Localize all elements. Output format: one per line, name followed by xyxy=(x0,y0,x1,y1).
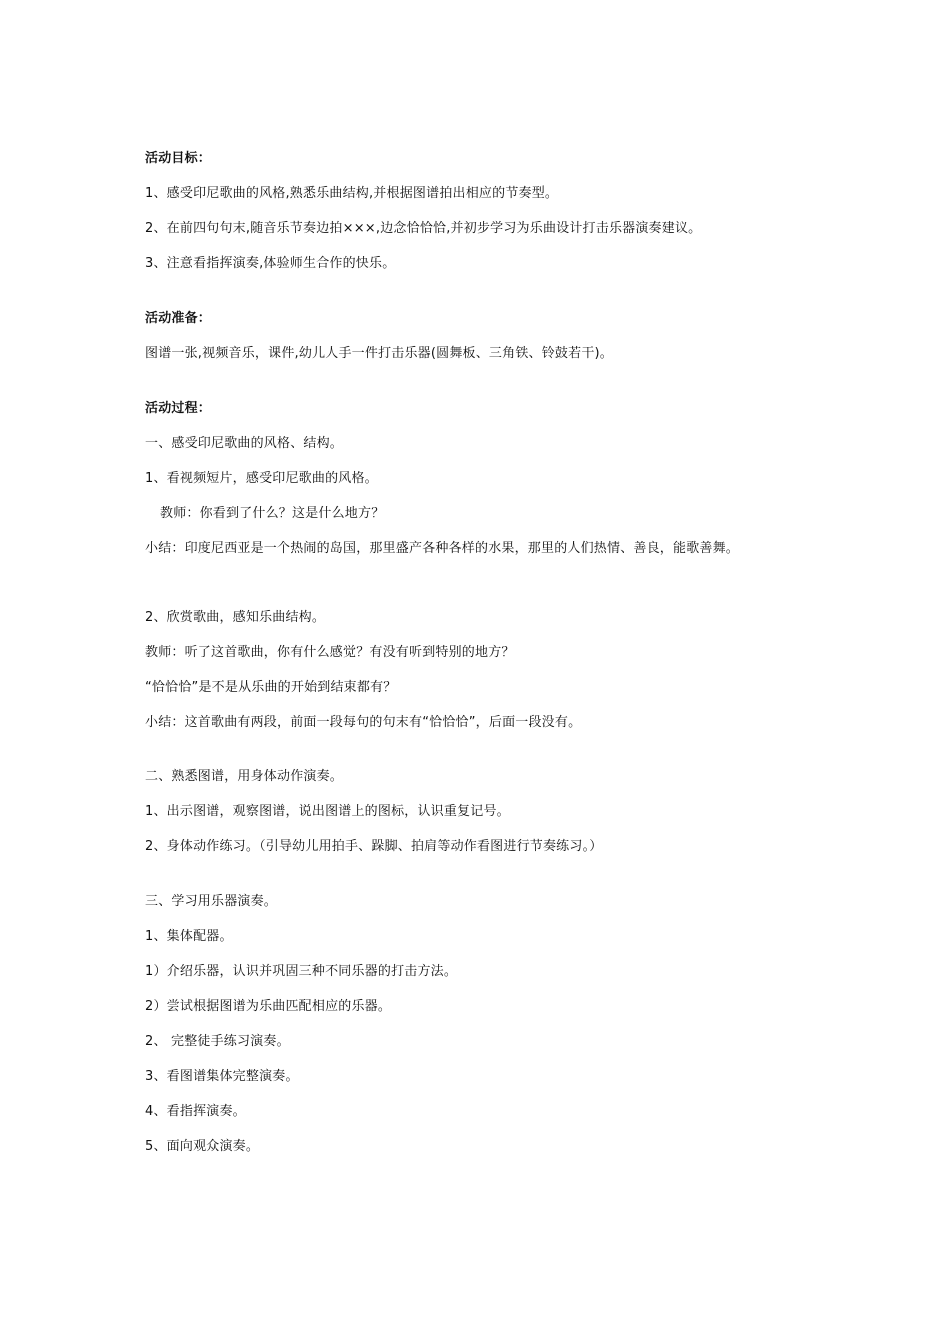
process-line-12: 三、学习用乐器演奏。 xyxy=(145,894,278,909)
process-line-16: 2、 完整徒手练习演奏。 xyxy=(145,1034,290,1049)
process-line-19: 5、面向观众演奏。 xyxy=(145,1139,260,1154)
preparation-heading: 活动准备： xyxy=(145,311,212,326)
goals-heading: 活动目标： xyxy=(145,151,212,166)
process-line-15: 2）尝试根据图谱为乐曲匹配相应的乐器。 xyxy=(145,999,392,1014)
preparation-text: 图谱一张,视频音乐，课件,幼儿人手一件打击乐器(圆舞板、三角铁、铃鼓若干)。 xyxy=(145,346,614,361)
process-line-7: “恰恰恰”是不是从乐曲的开始到结束都有？ xyxy=(145,680,397,695)
goal-item-2: 2、在前四句句末,随音乐节奏边拍×××,边念恰恰恰,并初步学习为乐曲设计打击乐器演奏建议。 xyxy=(145,221,702,236)
process-line-4: 小结：印度尼西亚是一个热闹的岛国，那里盛产各种各样的水果，那里的人们热情、善良，能歌善舞。 xyxy=(145,541,740,556)
process-line-3: 教师：你看到了什么？这是什么地方？ xyxy=(160,506,385,521)
process-line-6: 教师：听了这首歌曲，你有什么感觉？有没有听到特别的地方？ xyxy=(145,645,515,660)
process-line-2: 1、看视频短片，感受印尼歌曲的风格。 xyxy=(145,471,378,486)
goal-item-1: 1、感受印尼歌曲的风格,熟悉乐曲结构,并根据图谱拍出相应的节奏型。 xyxy=(145,186,559,201)
process-line-8: 小结：这首歌曲有两段，前面一段每句的句末有“恰恰恰”，后面一段没有。 xyxy=(145,715,582,730)
process-line-14: 1）介绍乐器，认识并巩固三种不同乐器的打击方法。 xyxy=(145,964,458,979)
process-line-9: 二、熟悉图谱，用身体动作演奏。 xyxy=(145,769,344,784)
process-line-1: 一、感受印尼歌曲的风格、结构。 xyxy=(145,436,344,451)
process-line-11: 2、身体动作练习。（引导幼儿用拍手、跺脚、拍肩等动作看图进行节奏练习。） xyxy=(145,839,603,854)
process-line-17: 3、看图谱集体完整演奏。 xyxy=(145,1069,299,1084)
goal-item-3: 3、注意看指挥演奏,体验师生合作的快乐。 xyxy=(145,256,396,271)
process-heading: 活动过程： xyxy=(145,401,212,416)
process-line-5: 2、欣赏歌曲，感知乐曲结构。 xyxy=(145,610,326,625)
process-line-13: 1、集体配器。 xyxy=(145,929,233,944)
process-line-10: 1、出示图谱，观察图谱，说出图谱上的图标，认识重复记号。 xyxy=(145,804,510,819)
process-line-18: 4、看指挥演奏。 xyxy=(145,1104,246,1119)
